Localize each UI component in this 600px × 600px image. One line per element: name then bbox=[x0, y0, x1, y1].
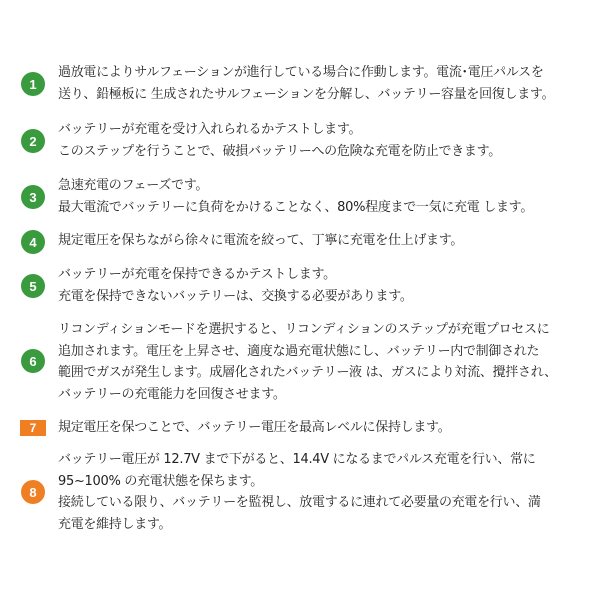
step-6-line: 追加されます。電圧を上昇させ、適度な過充電状態にし、バッテリー内で制御された bbox=[58, 343, 540, 359]
step-8-line: バッテリー電圧が 12.7V まで下がると、14.4V になるまでパルス充電を行い、常に bbox=[58, 452, 536, 467]
step-5-line: 充電を保持できないバッテリーは、交換する必要があります。 bbox=[58, 288, 413, 304]
step-6-badge: 6 bbox=[21, 349, 45, 373]
step-2-line: このステップを行うことで、破損バッテリーへの危険な充電を防止できます。 bbox=[58, 143, 501, 159]
step-3-line: 最大電流でバッテリーに負荷をかけることなく、80%程度まで一気に充電 します。 bbox=[58, 199, 534, 215]
step-8-badge: 8 bbox=[21, 480, 45, 504]
step-8-line: 95~100% の充電状態を保ちます。 bbox=[58, 473, 263, 489]
step-4-badge: 4 bbox=[21, 230, 45, 254]
step-7-badge: 7 bbox=[20, 420, 46, 436]
step-1-line: 送り、鉛極板に 生成されたサルフェーションを分解し、バッテリー容量を回復します。 bbox=[58, 86, 555, 102]
step-8-line: 接続している限り、バッテリーを監視し、放電するに連れて必要量の充電を行い、満 bbox=[58, 495, 541, 511]
step-5-text bbox=[58, 264, 588, 307]
step-8-line: 充電を維持します。 bbox=[58, 516, 172, 532]
step-1-line: 過放電によりサルフェーションが進行している場合に作動します。電流･電圧パルスを bbox=[58, 65, 544, 80]
step-3-text bbox=[58, 175, 588, 218]
step-2-text bbox=[58, 119, 588, 162]
step-5-badge: 5 bbox=[21, 274, 45, 298]
step-6-line: リコンディションモードを選択すると、リコンディションのステップが充電プロセスに bbox=[58, 322, 550, 337]
step-6-text bbox=[58, 319, 588, 405]
step-3-line: 急速充電のフェーズです。 bbox=[58, 178, 209, 193]
step-7-text bbox=[58, 417, 588, 439]
step-1-badge: 1 bbox=[21, 72, 45, 96]
step-7-line: 規定電圧を保つことで、バッテリー電圧を最高レベルに保持します。 bbox=[58, 420, 451, 435]
step-1-text bbox=[58, 62, 588, 105]
step-8-text bbox=[58, 449, 588, 535]
step-6-line: バッテリーの充電能力を回復させます。 bbox=[58, 386, 286, 402]
step-2-badge: 2 bbox=[21, 129, 45, 153]
step-3-badge: 3 bbox=[21, 185, 45, 209]
step-4-line: 規定電圧を保ちながら徐々に電流を絞って、丁寧に充電を仕上げます。 bbox=[58, 233, 464, 248]
step-2-line: バッテリーが充電を受け入れられるかテストします。 bbox=[58, 122, 362, 137]
step-4-text bbox=[58, 230, 588, 252]
step-6-line: 範囲でガスが発生します。成層化されたバッテリー液 は、ガスにより対流、攪拌され、 bbox=[58, 365, 557, 381]
step-5-line: バッテリーが充電を保持できるかテストします。 bbox=[58, 267, 336, 282]
